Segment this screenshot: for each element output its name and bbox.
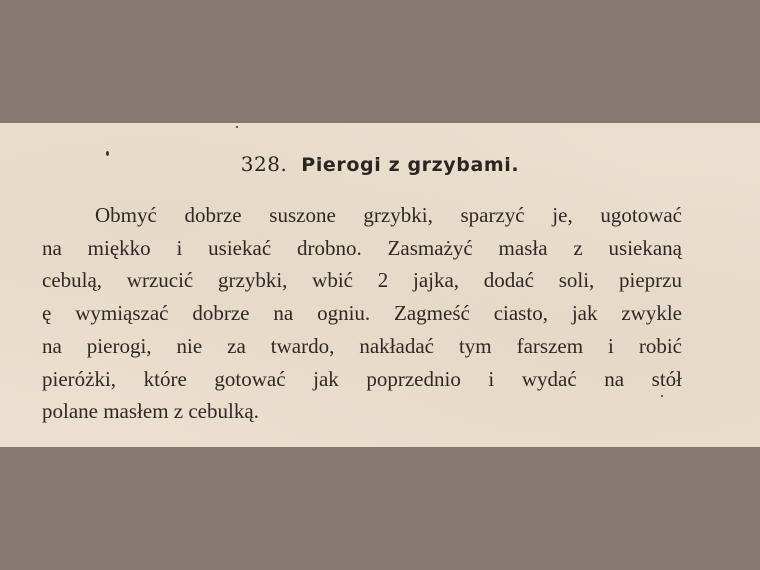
recipe-heading [0, 150, 760, 179]
recipe-line: pieróżki, które gotować jak poprzednio i wydać na stół [42, 366, 682, 391]
recipe-line: Obmyć dobrze suszone grzybki, sparzyć je, ugotować [95, 203, 682, 227]
recipe-body [42, 199, 682, 428]
recipe-line: ę wymiąszać dobrze na ogniu. Zagmeść ciasto, jak zwykle [42, 301, 682, 326]
recipe-line: cebulą, wrzucić grzybki, wbić 2 jajka, dodać soli, pieprzu [42, 268, 682, 293]
recipe-line: na miękko i usiekać drobno. Zasmażyć masła z usiekaną [42, 235, 682, 260]
ink-speck [236, 126, 238, 128]
scanned-page-strip [0, 123, 760, 447]
recipe-title: Pierogi z grzybami. [301, 154, 520, 176]
recipe-line: polane masłem z cebulką. [42, 399, 259, 424]
recipe-line: na pierogi, nie za twardo, nakładać tym farszem i robić [42, 333, 682, 358]
recipe-number: 328. [240, 152, 288, 176]
